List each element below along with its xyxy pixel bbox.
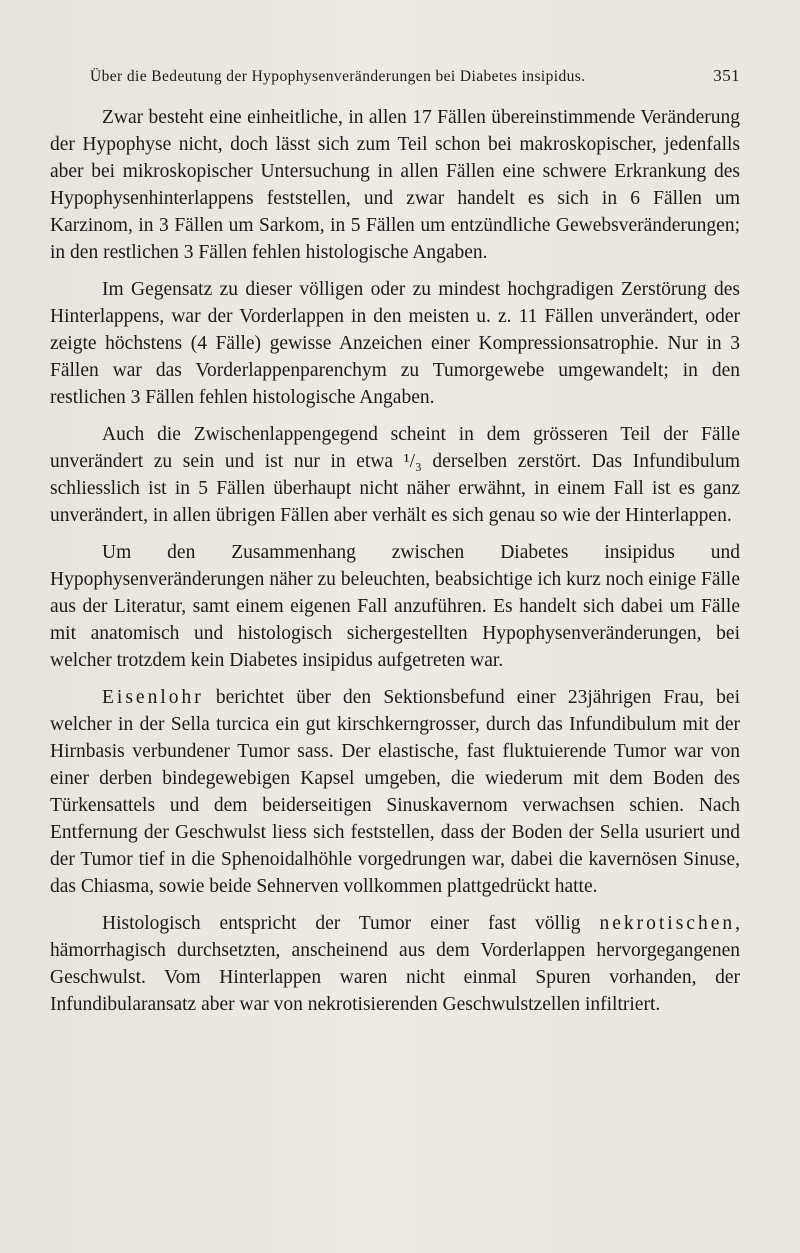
paragraph-text: , hämorrhagisch durchsetzten, anscheinend aus dem Vorderlappen hervorgegangenen Geschwulst. Vom Hinterlappen waren nicht einmal Spuren vorhanden, der Infundibularansatz aber war von nekrotisierenden Geschwulstzellen infiltriert.: [50, 913, 740, 1015]
paragraph: [50, 684, 740, 900]
body-text: [50, 104, 740, 1018]
emphasized-word: nekrotischen: [599, 913, 736, 934]
running-title: Über die Bedeutung der Hypophysenveränderungen bei Diabetes insipidus.: [90, 68, 586, 85]
paragraph: Zwar besteht eine einheitliche, in allen 17 Fällen übereinstimmende Veränderung der Hypophyse nicht, doch lässt sich zum Teil schon bei makroskopischer, jedenfalls aber bei mikroskopischer Untersuchung in allen Fällen eine schwere Erkrankung des Hypophysenhinterlappens feststellen, und zwar handelt es sich in 6 Fällen um Karzinom, in 3 Fällen um Sarkom, in 5 Fällen um entzündliche Gewebsveränderungen; in den restlichen 3 Fällen fehlen histologische Angaben.: [50, 107, 740, 263]
paragraph: [50, 910, 740, 1018]
paragraph-text: berichtet über den Sektionsbefund einer 23jährigen Frau, bei welcher in der Sella turcica ein gut kirschkerngrosser, durch das Infundibulum mit der Hirnbasis verbundener Tumor sass. Der elastische, fast fluktuierende Tumor war von einer derben bindegewebigen Kapsel umgeben, die wiederum mit dem Boden des Türkensattels und dem beiderseitigen Sinuskavernom verwachsen schien. Nach Entfernung der Geschwulst liess sich feststellen, dass der Boden der Sella usuriert und der Tumor tief in die Sphenoidalhöhle vorgedrungen war, dabei die kavernösen Sinuse, das Chiasma, sowie beide Sehnerven vollkommen plattgedrückt hatte.: [50, 687, 740, 897]
page-number: 351: [713, 66, 740, 85]
paragraph: Um den Zusammenhang zwischen Diabetes insipidus und Hypophysenveränderungen näher zu beleuchten, beabsichtige ich kurz noch einige Fälle aus der Literatur, samt einem eigenen Fall anzuführen. Es handelt sich dabei um Fälle mit anatomisch und histologisch sichergestellten Hypophysenveränderungen, bei welcher trotzdem kein Diabetes insipidus aufgetreten war.: [50, 542, 740, 671]
paragraph-text: Histologisch entspricht der Tumor einer fast völlig: [102, 913, 600, 934]
paragraph: Im Gegensatz zu dieser völligen oder zu mindest hochgradigen Zerstörung des Hinterlappens, war der Vorderlappen in den meisten u. z. 11 Fällen unverändert, oder zeigte höchstens (4 Fälle) gewisse Anzeichen einer Kompressionsatrophie. Nur in 3 Fällen war das Vorderlappenparenchym zu Tumorgewebe umgewandelt; in den restlichen 3 Fällen fehlen histologische Angaben.: [50, 279, 740, 408]
paragraph: Auch die Zwischenlappengegend scheint in dem grösseren Teil der Fälle unverändert zu sein und ist nur in etwa ¹/₃ derselben zerstört. Das Infundibulum schliesslich ist in 5 Fällen überhaupt nicht näher erwähnt, in einem Fall ist es ganz unverändert, in allen übrigen Fällen aber verhält es sich genau so wie der Hinterlappen.: [50, 424, 740, 526]
author-name: Eisenlohr: [102, 687, 204, 708]
running-header: [50, 66, 740, 86]
